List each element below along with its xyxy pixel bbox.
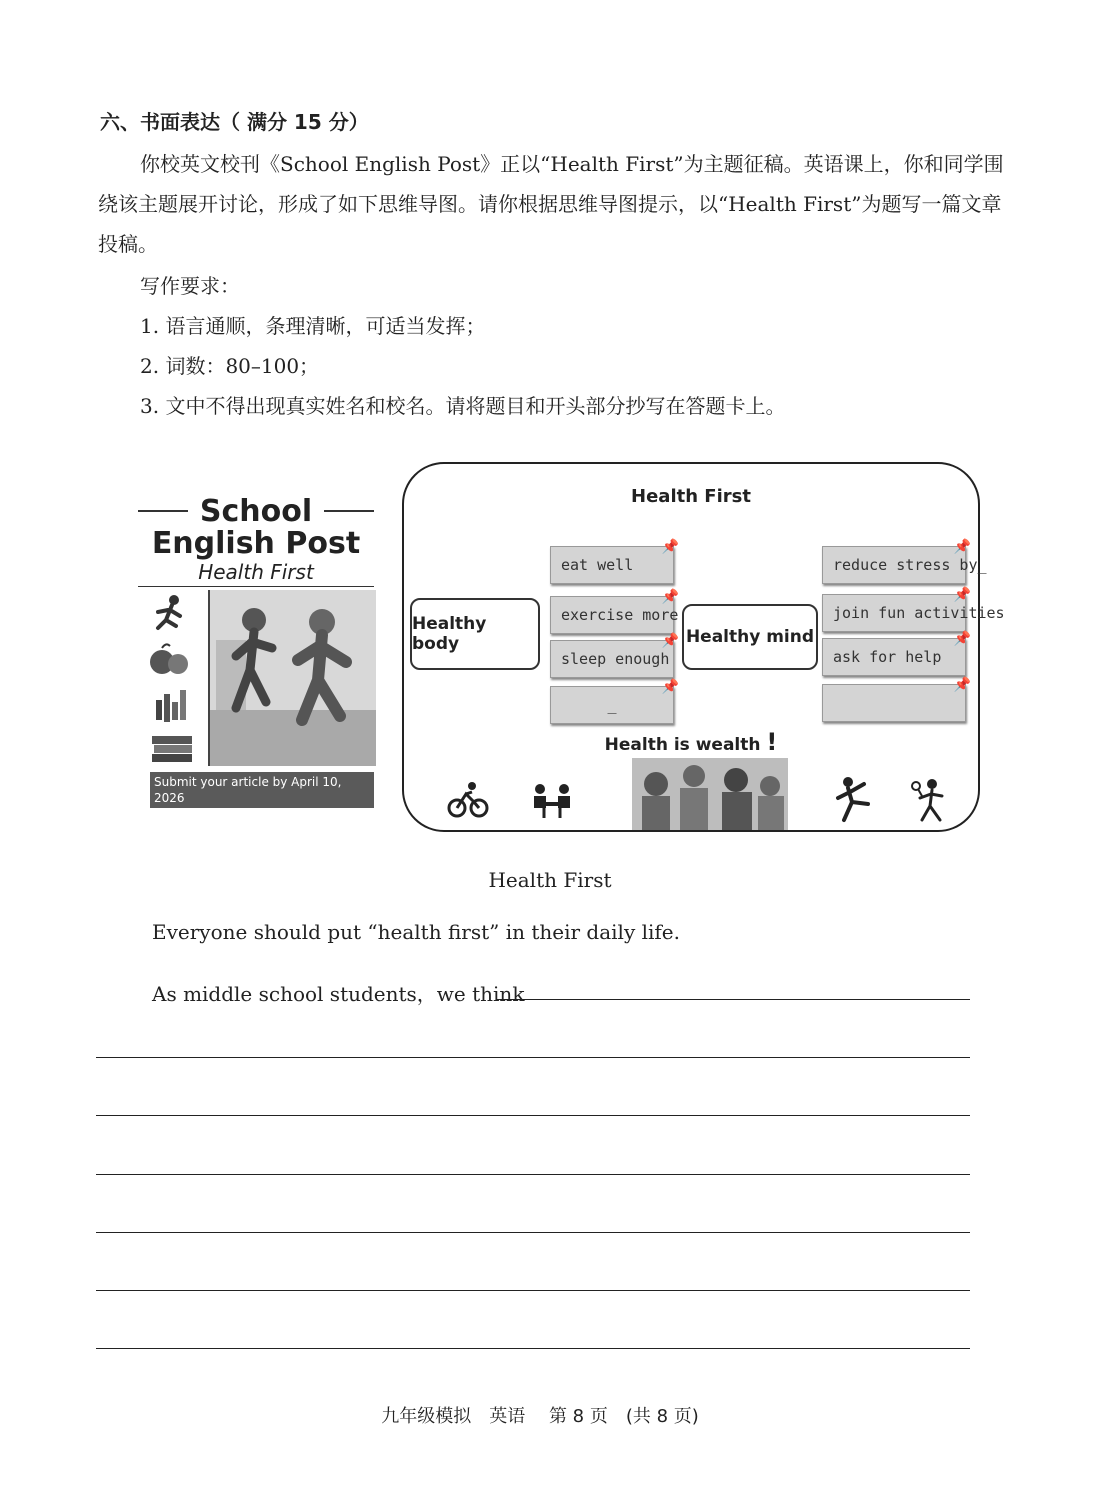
poster-divider: [138, 586, 374, 587]
mind-map: [402, 462, 1005, 832]
answer-line[interactable]: [496, 999, 970, 1000]
fruit-icon: [150, 644, 188, 674]
body-note-exercise-more: [550, 589, 679, 634]
mind-note-ask-for-help: [822, 631, 971, 676]
mind-note-text: ask for help: [833, 648, 942, 666]
body-note-eat-well: [550, 539, 679, 584]
answer-line[interactable]: [96, 1348, 970, 1349]
pushpin-icon: 📌: [953, 539, 971, 555]
essay-opening-line: Everyone should put “health first” in their daily life.: [152, 920, 680, 944]
pushpin-icon: 📌: [953, 631, 971, 647]
answer-line[interactable]: [96, 1174, 970, 1175]
healthy-mind-hub: [682, 604, 818, 670]
runners-illustration: [210, 590, 376, 766]
poster-subtitle: Health First: [198, 560, 314, 584]
group-illustration: [632, 758, 788, 830]
health-is-wealth-slogan: [404, 728, 978, 756]
pushpin-icon: 📌: [953, 677, 971, 693]
body-note-text: _: [607, 696, 617, 714]
pushpin-icon: 📌: [661, 633, 679, 649]
mind-note-text: join fun activities: [833, 604, 1005, 622]
books-icon: [152, 736, 192, 762]
requirements-heading: 写作要求：: [140, 274, 240, 298]
poster-icons: [138, 590, 202, 770]
answer-line[interactable]: [96, 1290, 970, 1291]
poster-icon-column: [138, 590, 202, 770]
essay-second-line: As middle school students，we think: [152, 982, 525, 1006]
mind-note-text: reduce stress by_: [833, 556, 987, 574]
pushpin-icon: 📌: [661, 679, 679, 695]
answer-line[interactable]: [96, 1115, 970, 1116]
mind-note-join-fun-activities: [822, 587, 1005, 632]
submission-info: [150, 772, 374, 821]
answer-line[interactable]: [96, 1057, 970, 1058]
answer-line[interactable]: [96, 1232, 970, 1233]
requirement-3: 3. 文中不得出现真实姓名和校名。请将题目和开头部分抄写在答题卡上。: [140, 394, 786, 418]
poster-title-line1: School: [199, 494, 313, 529]
section-title: 六、书面表达（ 满分 15 分）: [100, 110, 369, 134]
tennis-icon: [910, 776, 950, 822]
page-footer: 九年级模拟 英语 第 8 页 (共 8 页): [381, 1406, 699, 1427]
mind-note-reduce-stress: [822, 539, 987, 584]
prompt-paragraph: 你校英文校刊《School English Post》正以“Health First”为主题征稿。英语课上，你和同学围绕该主题展开讨论，形成了如下思维导图。请你根据思维导图提示，以“Health First”为题写一篇文章投稿。: [98, 152, 1004, 256]
dumbbell-icon: [156, 690, 186, 722]
cycling-icon: [448, 780, 488, 820]
submission-deadline: Submit your article by April 10, 2026: [154, 775, 342, 805]
mind-note-blank: [822, 677, 971, 722]
body-note-sleep-enough: [550, 633, 679, 678]
dancing-icon: [834, 774, 874, 822]
body-note-text: eat well: [561, 556, 634, 574]
body-note-text: exercise more: [561, 606, 679, 624]
school-english-post-poster: [138, 494, 374, 821]
essay-title: Health First: [488, 868, 612, 892]
body-note-blank: [550, 679, 679, 724]
requirement-2: 2. 词数：80–100；: [140, 354, 320, 378]
runners-photo: [208, 590, 376, 766]
body-note-text: sleep enough: [561, 650, 670, 668]
slogan-exclamation: !: [766, 728, 778, 756]
study-desk-icon: [530, 782, 574, 820]
pushpin-icon: 📌: [661, 539, 679, 555]
submission-email: schoolenglishpost@greenhill.com: [154, 807, 356, 821]
healthy-body-hub: [410, 598, 540, 670]
runner-icon: [158, 595, 180, 628]
slogan-text: Health is wealth: [604, 735, 761, 755]
pushpin-icon: 📌: [661, 589, 679, 605]
pushpin-icon: 📌: [953, 587, 971, 603]
healthy-mind-label: Healthy mind: [685, 627, 815, 647]
requirement-1: 1. 语言通顺，条理清晰，可适当发挥；: [140, 314, 486, 338]
friends-group-photo: [632, 758, 788, 830]
healthy-body-label: Healthy body: [412, 614, 487, 654]
mind-map-title: Health First: [631, 486, 751, 507]
poster-title-line2: English Post: [151, 526, 361, 561]
